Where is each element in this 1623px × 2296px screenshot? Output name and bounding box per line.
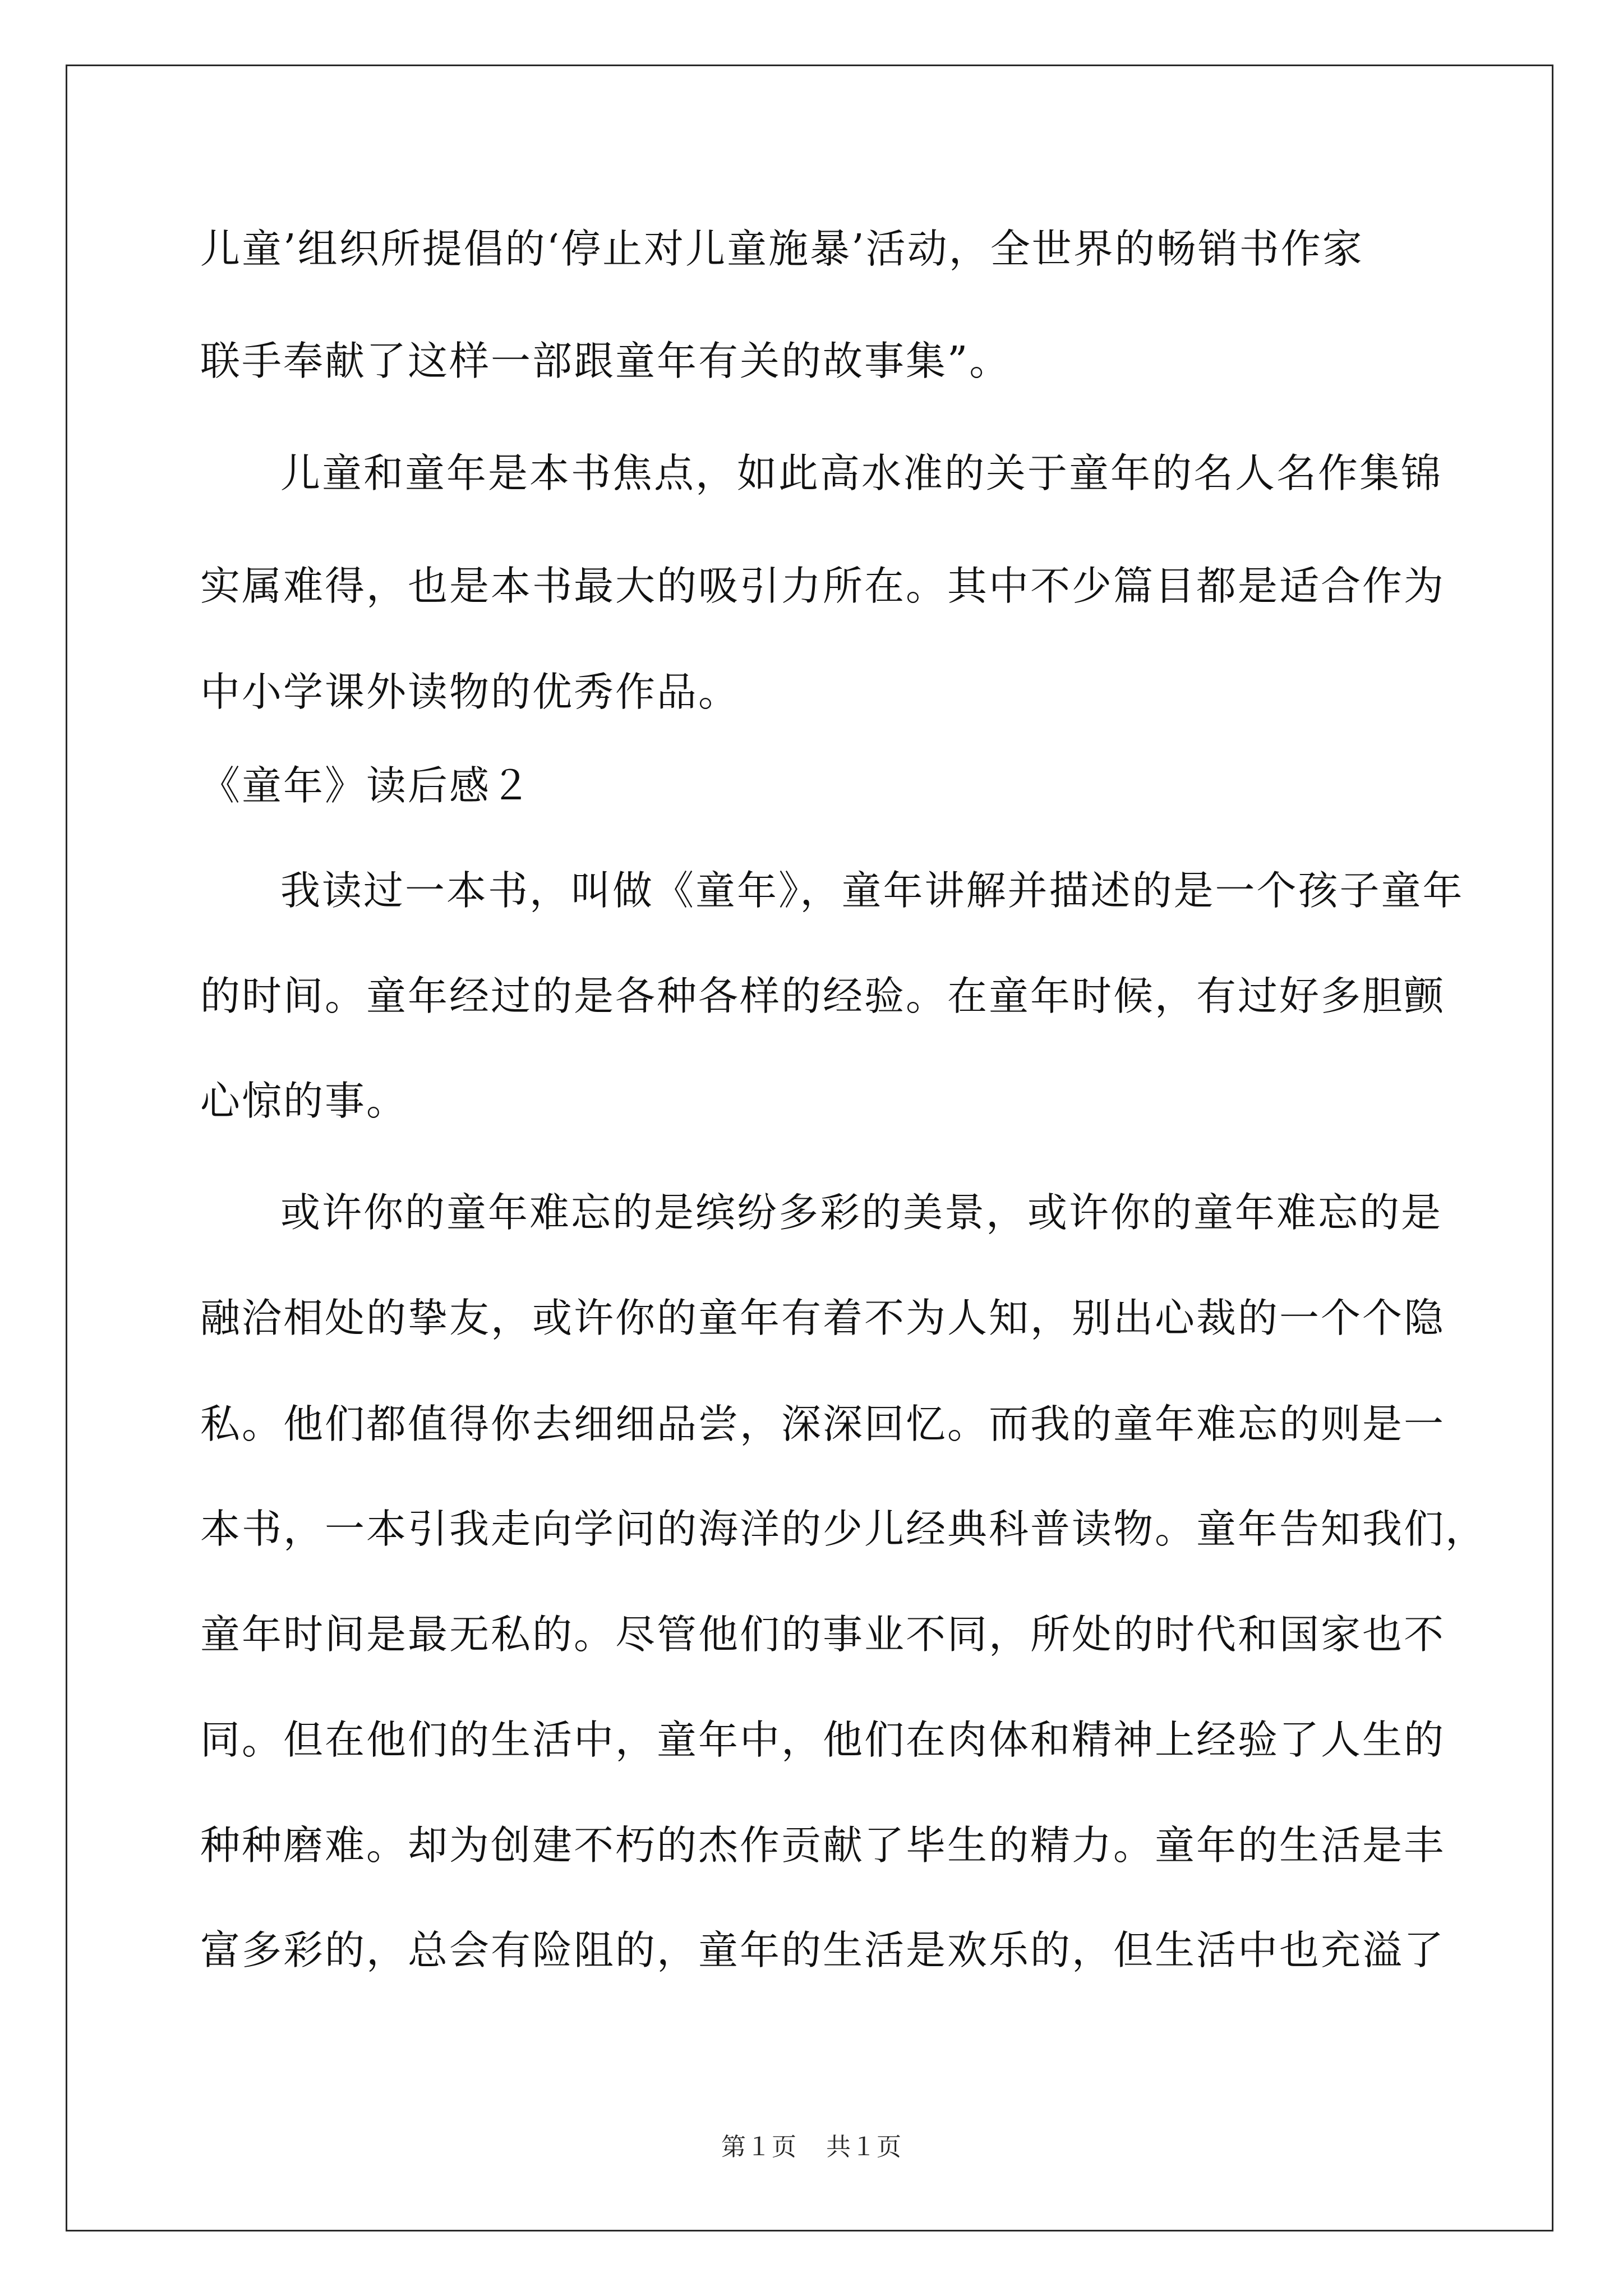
paragraph-line: 儿童和童年是本书焦点，如此高水准的关于童年的名人名作集锦 <box>280 450 1443 496</box>
paragraph-line: 本书，一本引我走向学问的海洋的少儿经典科普读物。童年告知我们， <box>200 1506 1487 1552</box>
paragraph-line: 童年时间是最无私的。尽管他们的事业不同，所处的时代和国家也不 <box>200 1611 1446 1658</box>
paragraph-line: 儿童’组织所提倡的‘停止对儿童施暴’活动，全世界的畅销书作家 <box>200 226 1364 272</box>
paragraph-line: 我读过一本书，叫做《童年》，童年讲解并描述的是一个孩子童年 <box>280 867 1464 914</box>
paragraph-line: 同。但在他们的生活中，童年中，他们在肉体和精神上经验了人生的 <box>200 1717 1446 1763</box>
page-number-total: 共１页 <box>826 2133 902 2161</box>
paragraph-line: 富多彩的，总会有险阻的，童年的生活是欢乐的，但生活中也充溢了 <box>200 1927 1446 1973</box>
section-heading: 《童年》读后感２ <box>200 762 533 809</box>
paragraph-line: 的时间。童年经过的是各种各样的经验。在童年时候，有过好多胆颤 <box>200 973 1446 1019</box>
paragraph-line: 或许你的童年难忘的是缤纷多彩的美景，或许你的童年难忘的是 <box>280 1189 1443 1236</box>
page-border <box>66 65 1553 2231</box>
paragraph-line: 联手奉献了这样一部跟童年有关的故事集”。 <box>200 338 1011 384</box>
paragraph-line: 融洽相处的挚友，或许你的童年有着不为人知，别出心裁的一个个隐 <box>200 1295 1446 1341</box>
paragraph-line: 心惊的事。 <box>200 1078 408 1124</box>
page-number-current: 第１页 <box>721 2133 797 2161</box>
paragraph-line: 私。他们都值得你去细细品尝，深深回忆。而我的童年难忘的则是一 <box>200 1401 1446 1447</box>
paragraph-line: 实属难得，也是本书最大的吸引力所在。其中不少篇目都是适合作为 <box>200 563 1446 609</box>
paragraph-line: 种种磨难。却为创建不朽的杰作贡献了毕生的精力。童年的生活是丰 <box>200 1822 1446 1869</box>
page-footer <box>0 2132 1623 2163</box>
paragraph-line: 中小学课外读物的优秀作品。 <box>200 669 740 715</box>
